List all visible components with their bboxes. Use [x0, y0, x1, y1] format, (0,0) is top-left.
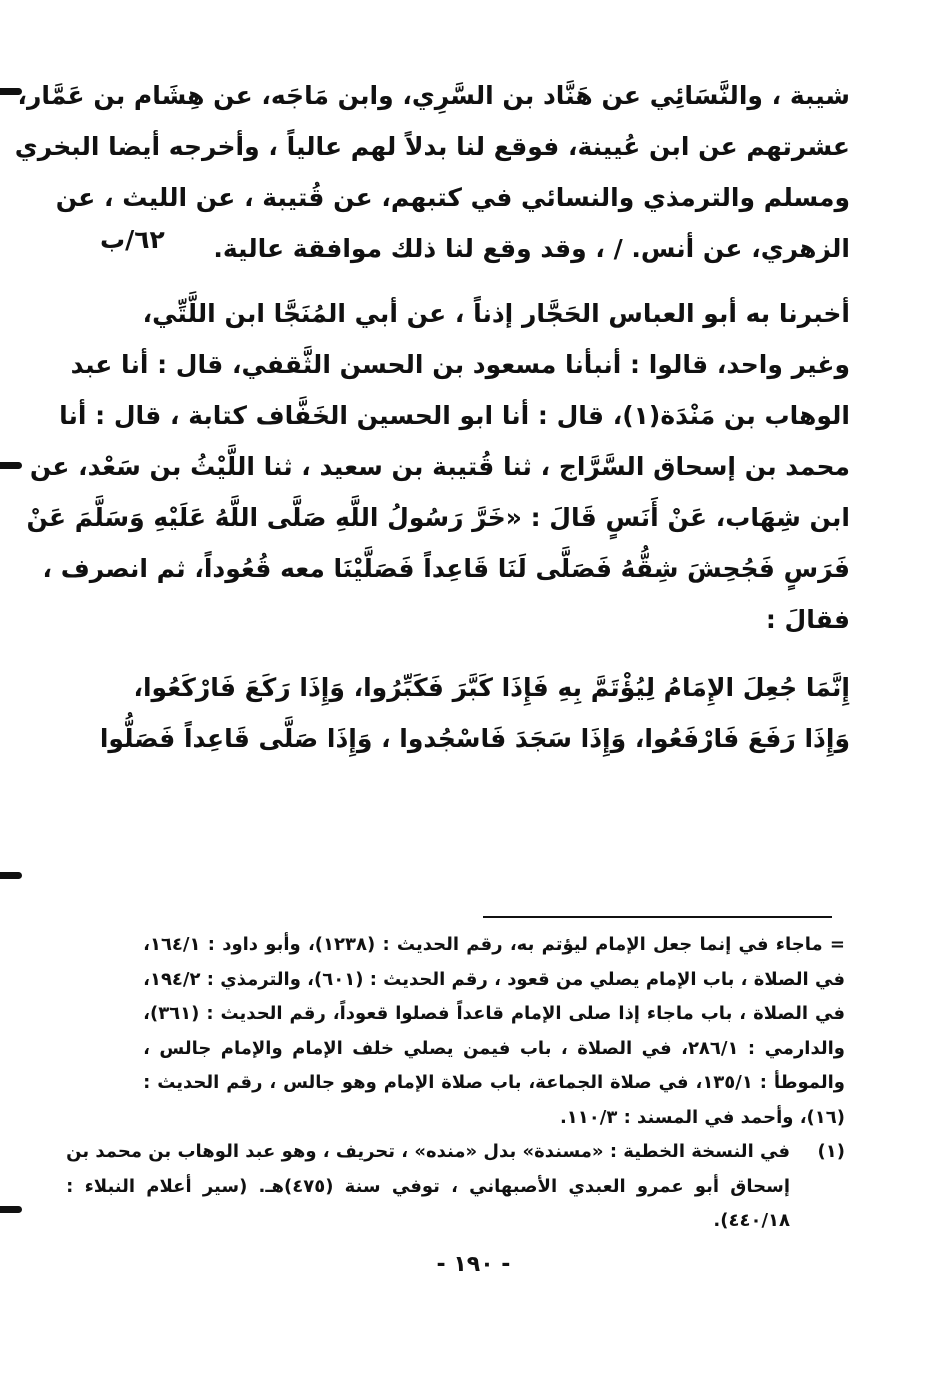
text-line: الزهري، عن أنس. / ، وقد وقع لنا ذلك موافقة عالية.: [213, 234, 850, 263]
footnote-number: (١): [817, 1141, 845, 1162]
text-line: فقالَ :: [765, 605, 850, 634]
hadith-text: [99, 662, 850, 764]
footnote-line: في الصلاة ، باب ماجاء إذا صلى الإمام قاعداً فصلوا قعوداً، رقم الحديث : (٣٦١)،: [143, 1003, 845, 1024]
text-line: شيبة ، والنَّسَائِي عن هَنَّاد بن السَّرِي، وابن مَاجَه، عن هِشَام بن عَمَّار،: [17, 81, 850, 110]
text-line: محمد بن إسحاق السَّرَّاج ، ثنا قُتيبة بن سعيد ، ثنا اللَّيْثُ بن سَعْد، عن: [29, 452, 850, 481]
footnote-separator: [483, 916, 832, 918]
manuscript-folio-note: ٦٢/ب: [100, 225, 165, 254]
footnote-line: والموطأ : ١٣٥/١، في صلاة الجماعة، باب صلاة الإمام وهو جالس ، رقم الحديث :: [143, 1072, 845, 1093]
text-line: وغير واحد، قالوا : أنبأنا مسعود بن الحسن الثَّقفي، قال : أنا عبد: [70, 350, 850, 379]
footnote-continued: [143, 928, 845, 1135]
text-line: فَرَسٍ فَجُحِشَ شِقُّهُ فَصَلَّى لَنَا قَاعِداً فَصَلَّيْنَا معه قُعُوداً، ثم انصرف ،: [42, 554, 850, 583]
text-line: الوهاب بن مَنْدَة(١)، قال : أنا ابو الحسين الخَفَّاف كتابة ، قال : أنا: [59, 401, 850, 430]
footnote-body: [66, 1135, 790, 1239]
footnote-line: في الصلاة ، باب الإمام يصلي من قعود ، رقم الحديث : (٦٠١)، والترمذي : ١٩٤/٢،: [143, 968, 845, 990]
footnote-line: في النسخة الخطية : «مسندة» بدل «منده» ، تحريف ، وهو عبد الوهاب بن محمد بن: [66, 1141, 790, 1162]
margin-binding-mark: [0, 1206, 22, 1213]
margin-binding-mark: [0, 872, 22, 879]
footnote-body: [143, 928, 845, 1135]
text-line: أخبرنا به أبو العباس الحَجَّار إذناً ، عن أبي المُنَجَّا ابن اللَّتِّي،: [142, 299, 850, 328]
page-number: - ١٩٠ -: [436, 1252, 511, 1277]
text-line: وَإِذَا رَفَعَ فَارْفَعُوا، وَإِذَا سَجَدَ فَاسْجُدوا ، وَإِذَا صَلَّى قَاعِداً فَصَلُّوا: [99, 724, 850, 753]
paragraph-2: [26, 288, 850, 645]
text-line: إِنَّمَا جُعِلَ الإِمَامُ لِيُؤْتَمَّ بِهِ فَإِذَا كَبَّرَ فَكَبِّرُوا، وَإِذَا رَكَعَ فَارْكَعُوا،: [133, 673, 850, 702]
footnotes: [66, 928, 845, 1239]
footnote-line: والدارمي : ٢٨٦/١، في الصلاة ، باب فيمن يصلي خلف الإمام والإمام جالس ،: [143, 1037, 845, 1059]
footnote-line: = ماجاء في إنما جعل الإمام ليؤتم به، رقم الحديث : (١٢٣٨)، وأبو داود : ١٦٤/١،: [143, 934, 845, 955]
text-line: عشرتهم عن ابن عُيينة، فوقع لنا بدلاً لهم عالياً ، وأخرجه أيضا البخري: [14, 132, 850, 161]
footnote-line: (١٦)، وأحمد في المسند : ١١٠/٣.: [559, 1106, 845, 1128]
footnote-1: [66, 1135, 845, 1239]
margin-binding-mark: [0, 462, 22, 469]
footnote-line: ٤٤٠/١٨).: [713, 1210, 790, 1231]
text-line: ومسلم والترمذي والنسائي في كتبهم، عن قُتيبة ، عن الليث ، عن: [55, 183, 850, 212]
text-line: ابن شِهَاب، عَنْ أَنَسٍ قَالَ : «خَرَّ رَسُولُ اللَّهِ صَلَّى اللَّهُ عَلَيْهِ وَسَلَّمَ عَنْ: [26, 503, 850, 532]
footnote-line: إسحاق أبو عمرو العبدي الأصبهاني ، توفي سنة (٤٧٥)هـ. (سير أعلام النبلاء :: [66, 1175, 790, 1197]
